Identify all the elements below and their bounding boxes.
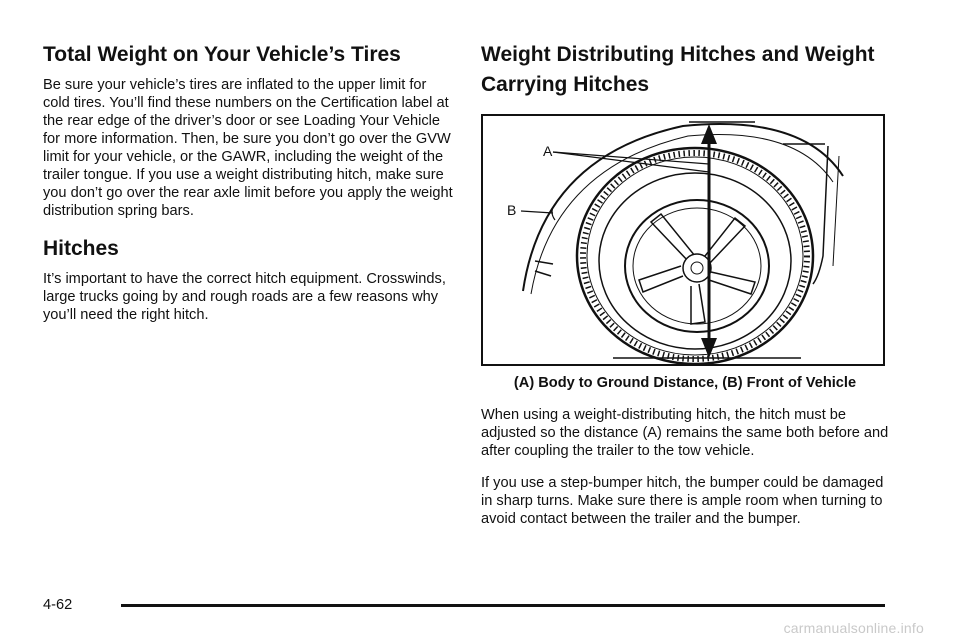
tire-diagram bbox=[483, 116, 883, 364]
heading-weight-hitches: Weight Distributing Hitches and Weight Carrying Hitches bbox=[481, 43, 875, 96]
label-a: A bbox=[543, 143, 553, 159]
watermark-text: carmanualsonline.info bbox=[783, 620, 924, 636]
tire-illustration bbox=[481, 114, 885, 366]
heading-hitches: Hitches bbox=[43, 237, 119, 260]
paragraph-step-bumper: If you use a step-bumper hitch, the bumper could be damaged in sharp turns. Make sure there is ample room when turning to avoid contact between the trailer and the bumper. bbox=[481, 475, 884, 527]
footer-rule bbox=[121, 604, 885, 607]
paragraph-weight-distributing: When using a weight-distributing hitch, the hitch must be adjusted so the distance (A) remains the same both before and after coupling the trailer to the tow vehicle. bbox=[481, 407, 889, 459]
page-number: 4-62 bbox=[43, 597, 73, 613]
paragraph-hitches: It’s important to have the correct hitch equipment. Crosswinds, large trucks going by and rough roads are a few reasons why you’ll need the right hitch. bbox=[43, 271, 446, 323]
paragraph-total-weight: Be sure your vehicle’s tires are inflated to the upper limit for cold tires. You’ll find these numbers on the Certification label at the rear edge of the driver’s door or see Loading Your Vehicle for more information. Then, be sure you don’t go over the GVW limit for your vehicle, or the GAWR, including the weight of the trailer tongue. If you use a weight distributing hitch, make sure you don’t go over the rear axle limit before you apply the weight distribution spring bars. bbox=[43, 77, 453, 219]
left-column bbox=[43, 40, 453, 338]
heading-total-weight: Total Weight on Your Vehicle’s Tires bbox=[43, 43, 401, 66]
right-column bbox=[481, 40, 889, 542]
label-b: B bbox=[507, 202, 517, 218]
figure-caption: (A) Body to Ground Distance, (B) Front of Vehicle bbox=[513, 375, 857, 391]
